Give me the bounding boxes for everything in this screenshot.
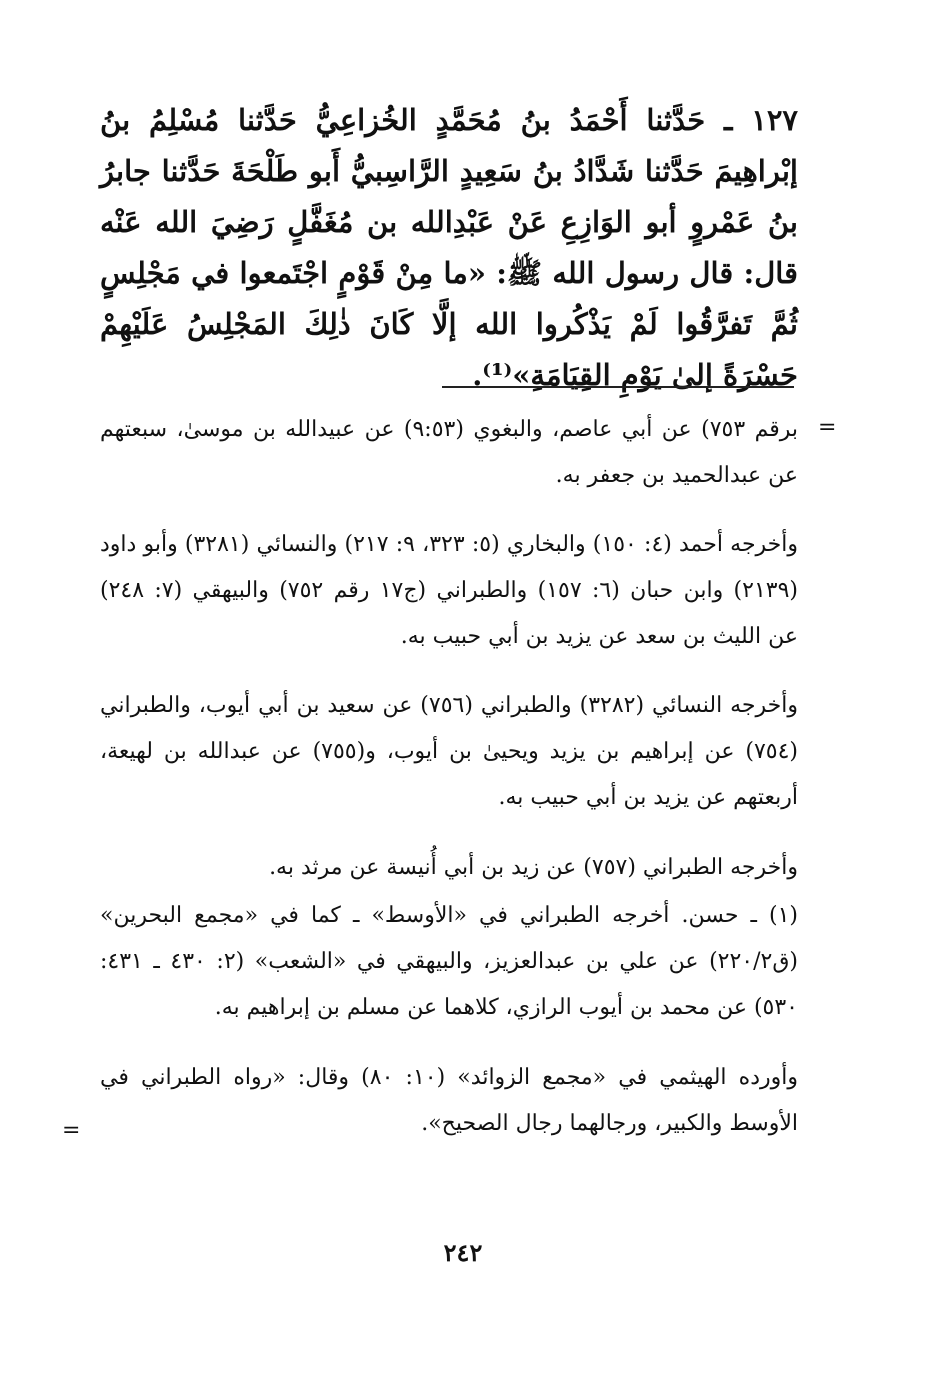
footnote-divider [442, 386, 794, 388]
hadith-text: ١٢٧ ـ حَدَّثنا أَحْمَدُ بنُ مُحَمَّدٍ الخُزاعِيُّ حَدَّثنا مُسْلِمُ بنُ إبْراهِيمَ حَدَّثنا شَدَّادُ بنُ سَعِيدٍ الرَّاسِبيُّ أَبو طَلْحَةَ حَدَّثنا جابرُ بنُ عَمْروٍ أبو الوَازِعِ عَنْ عَبْدِالله بن مُغَفَّلٍ رَضِيَ الله عَنْه قال: قال رسول الله ﷺ: «ما مِنْ قَوْمٍ اجْتَمعوا في مَجْلِسٍ ثُمَّ تَفرَّقُوا لَمْ يَذْكُروا الله إلَّا كَانَ ذٰلِكَ المَجْلِسُ عَلَيْهِمْ حَسْرَةً إلىٰ يَوْمِ القِيَامَةِ»⁽¹⁾. [100, 103, 798, 392]
footnote-paragraph: وأخرجه الطبراني (٧٥٧) عن زيد بن أبي أُنيسة عن مرثد به. [269, 855, 798, 880]
continuation-mark-bottom: = [62, 1118, 81, 1143]
page-number: ٢٤٢ [443, 1238, 483, 1267]
footnote-1: (١) ـ حسن. أخرجه الطبراني في «الأوسط» ـ كما في «مجمع البحرين» (ق٢٢٠/٢) عن علي بن عبدالعزيز، والبيهقي في «الشعب» (٢: ٤٣٠ ـ ٤٣١: ٥٣٠) عن محمد بن أيوب الرازي، كلاهما عن مسلم بن إبراهيم به. [100, 903, 798, 1020]
footnote-paragraph: وأورده الهيثمي في «مجمع الزوائد» (١٠: ٨٠) وقال: «رواه الطبراني في الأوسط والكبير، ورجالهما رجال الصحيح». [100, 1065, 798, 1136]
footnote-paragraph: وأخرجه أحمد (٤: ١٥٠) والبخاري (٥: ٣٢٣، ٩: ٢١٧) والنسائي (٣٢٨١) وأبو داود (٢١٣٩) وابن حبان (٦: ١٥٧) والطبراني (ج١٧ رقم ٧٥٢) والبيهقي (٧: ٢٤٨) عن الليث بن سعد عن يزيد بن أبي حبيب به. [100, 532, 799, 649]
footnote-continuation: برقم ٧٥٣) عن أبي عاصم، والبغوي (٩:٥٣) عن عبيدالله بن موسىٰ، سبعتهم عن عبدالحميد بن جعفر به. [100, 417, 798, 488]
continuation-mark-top: = [818, 415, 837, 440]
footnote-paragraph: وأخرجه النسائي (٣٢٨٢) والطبراني (٧٥٦) عن سعيد بن أبي أيوب، والطبراني (٧٥٤) عن إبراهيم بن يزيد ويحيىٰ بن أيوب، و(٧٥٥) عن عبدالله بن لهيعة، أربعتهم عن يزيد بن أبي حبيب به. [100, 693, 798, 810]
